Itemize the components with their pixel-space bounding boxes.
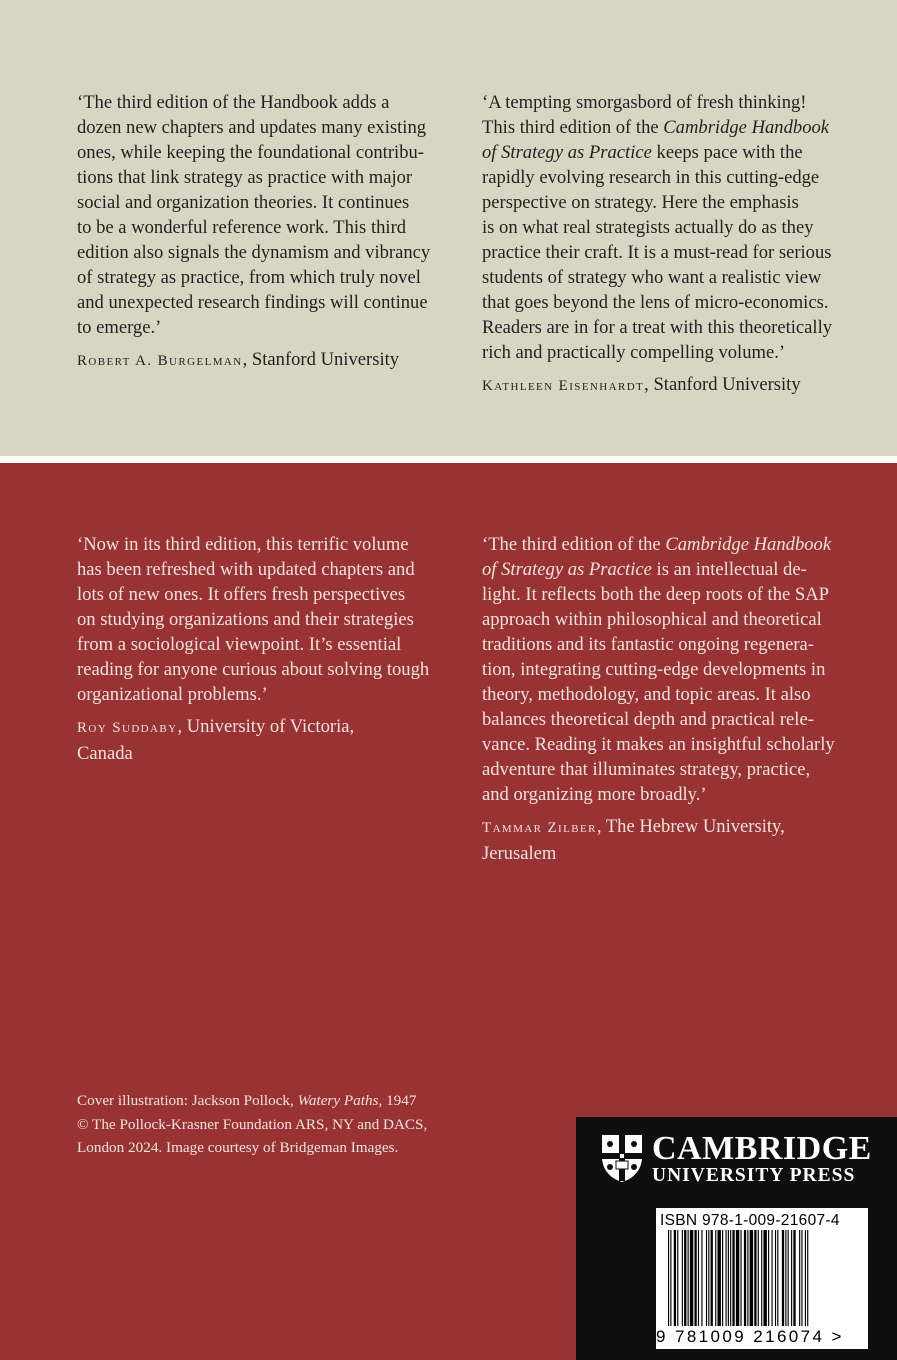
quote-line: and unexpected research findings will continue (77, 292, 428, 313)
quote-line: approach within philosophical and theoretical (482, 609, 822, 630)
artwork-title: Watery Paths (297, 1092, 379, 1109)
barcode-bar (805, 1230, 806, 1326)
publisher-box (576, 1117, 897, 1360)
quote-line: to be a wonderful reference work. This third (77, 217, 407, 238)
quote-line: traditions and its fantastic ongoing regenera- (482, 634, 815, 655)
barcode-bar (726, 1230, 727, 1326)
attribution (77, 347, 477, 374)
barcode-bar (750, 1230, 753, 1326)
book-title: Cambridge Handbook (663, 117, 830, 138)
quote-line: on studying organizations and their strategies (77, 609, 414, 630)
barcode-bar (788, 1230, 789, 1326)
quote-line: organizational problems.’ (77, 684, 268, 705)
barcode-bar (674, 1230, 676, 1326)
barcode-bar (791, 1230, 792, 1326)
quote-line: is on what real strategists actually do as they (482, 217, 814, 238)
barcode-graphic (656, 1230, 868, 1333)
author-affiliation-continued: Jerusalem (482, 843, 557, 864)
quote-line: This third edition of the Cambridge Handbook (482, 117, 830, 138)
quote-line: to emerge.’ (77, 317, 162, 338)
book-title: Cambridge Handbook (665, 534, 832, 555)
quote-line: of Strategy as Practice keeps pace with the (482, 142, 803, 163)
author-affiliation: , Stanford University (242, 349, 400, 370)
barcode-bar (793, 1230, 795, 1326)
barcode-bar (775, 1230, 776, 1326)
credit-line (77, 1089, 497, 1113)
barcode-bar (807, 1230, 808, 1326)
quote-line: of Strategy as Practice is an intellectual de- (482, 559, 807, 580)
credit-line: London 2024. Image courtesy of Bridgeman Images. (77, 1139, 399, 1156)
cover-credit (77, 1089, 497, 1160)
barcode-bar (708, 1230, 709, 1326)
author-name: Kathleen Eisenhardt (482, 378, 645, 394)
quote-line: rich and practically compelling volume.’ (482, 342, 786, 363)
barcode-bar (670, 1230, 671, 1326)
publisher-logo (598, 1131, 888, 1185)
barcode-bar (754, 1230, 756, 1326)
barcode-bar (744, 1230, 746, 1326)
publisher-name: CAMBRIDGE (652, 1130, 872, 1167)
barcode-bar (782, 1230, 784, 1326)
author-affiliation: , The Hebrew University, (596, 816, 785, 837)
barcode-bar (722, 1230, 723, 1326)
barcode-bar (740, 1230, 741, 1326)
endorsement-burgelman (77, 90, 477, 374)
barcode-bar (799, 1230, 800, 1326)
author-name: Robert A. Burgelman (77, 353, 243, 369)
endorsement-zilber (482, 532, 882, 866)
quote-line: ‘The third edition of the Handbook adds a (77, 92, 390, 113)
quote-line: has been refreshed with updated chapters and (77, 559, 415, 580)
quote-line: social and organization theories. It continues (77, 192, 410, 213)
attribution (77, 714, 477, 741)
quote-line: ones, while keeping the foundational contribu- (77, 142, 424, 163)
quote-line: reading for anyone curious about solving tough (77, 659, 430, 680)
quote-line: edition also signals the dynamism and vibrancy (77, 242, 431, 263)
quote-line: ‘The third edition of the Cambridge Handbook (482, 534, 832, 555)
quote-line: rapidly evolving research in this cutting-edge (482, 167, 820, 188)
barcode-bar (690, 1230, 693, 1326)
barcode-bar (717, 1230, 720, 1326)
quote-line: and organizing more broadly.’ (482, 784, 707, 805)
barcode-bar (715, 1230, 716, 1326)
book-title: of Strategy as Practice (482, 559, 652, 580)
top-endorsement-panel (0, 0, 897, 456)
quote-line: dozen new chapters and updates many existing (77, 117, 427, 138)
credit-line: © The Pollock-Krasner Foundation ARS, NY and DACS, (77, 1115, 428, 1133)
barcode-bar (801, 1230, 802, 1326)
barcode-bar (772, 1230, 773, 1326)
quote-line: practice their craft. It is a must-read for serious (482, 242, 832, 263)
quote-line: vance. Reading it makes an insightful scholarly (482, 734, 835, 755)
cambridge-crest-icon (600, 1133, 644, 1183)
quote-line: balances theoretical depth and practical rele- (482, 709, 814, 730)
panel-divider (0, 456, 897, 463)
barcode-bar (706, 1230, 707, 1326)
barcode-bar (698, 1230, 699, 1326)
barcode-bar (694, 1230, 696, 1326)
quote-line: students of strategy who want a realistic view (482, 267, 822, 288)
barcode-bar (736, 1230, 739, 1326)
attribution (482, 814, 882, 841)
author-affiliation-continued: Canada (77, 743, 133, 764)
author-name: Roy Suddaby (77, 720, 178, 736)
barcode-bar (711, 1230, 713, 1326)
quote-line: from a sociological viewpoint. It’s essential (77, 634, 402, 655)
quote-line: of strategy as practice, from which truly novel (77, 267, 421, 288)
barcode-bar (761, 1230, 762, 1326)
quote-line: that goes beyond the lens of micro-economics. (482, 292, 829, 313)
author-affiliation: , Stanford University (644, 374, 801, 395)
attribution (482, 372, 882, 399)
endorsement-eisenhardt (482, 90, 882, 399)
quote-line: Readers are in for a treat with this theoretically (482, 317, 833, 338)
barcode-bar (688, 1230, 689, 1326)
quote-line: theory, methodology, and topic areas. It also (482, 684, 811, 705)
quote-line: ‘Now in its third edition, this terrific volume (77, 534, 409, 555)
quote-line: ‘A tempting smorgasbord of fresh thinking! (482, 92, 807, 113)
publisher-subtitle: UNIVERSITY PRESS (652, 1165, 856, 1186)
barcode-bar (758, 1230, 759, 1326)
barcode-bar (777, 1230, 778, 1326)
barcode-bar (728, 1230, 729, 1326)
barcode-panel (656, 1208, 868, 1349)
quote-line: tion, integrating cutting-edge developments in (482, 659, 826, 680)
quote-line: tions that link strategy as practice with major (77, 167, 413, 188)
author-affiliation: , University of Victoria, (177, 716, 355, 737)
barcode-bar (768, 1230, 769, 1326)
author-name: Tammar Zilber (482, 820, 597, 836)
barcode-bar (682, 1230, 683, 1326)
barcode-bar (785, 1230, 786, 1326)
barcode-bar (732, 1230, 734, 1326)
quote-line: perspective on strategy. Here the emphasis (482, 192, 799, 213)
barcode-bar (763, 1230, 766, 1326)
book-title: of Strategy as Practice (482, 142, 652, 163)
quote-line: lots of new ones. It offers fresh perspectives (77, 584, 406, 605)
barcode-bar (701, 1230, 702, 1326)
barcode-bar (684, 1230, 686, 1326)
endorsement-suddaby (77, 532, 477, 766)
isbn-label: ISBN 978-1-009-21607-4 (660, 1212, 840, 1229)
barcode-digits: 9 781009 216074 > (656, 1327, 844, 1346)
barcode-bar (747, 1230, 748, 1326)
barcode-bar (730, 1230, 731, 1326)
credit-text: , 1947 (378, 1092, 417, 1109)
barcode-bar (677, 1230, 678, 1326)
credit-text: Cover illustration: Jackson Pollock, (77, 1092, 298, 1109)
barcode-bar (668, 1230, 669, 1326)
quote-line: light. It reflects both the deep roots of the SAP (482, 584, 830, 605)
quote-line: adventure that illuminates strategy, practice, (482, 759, 811, 780)
